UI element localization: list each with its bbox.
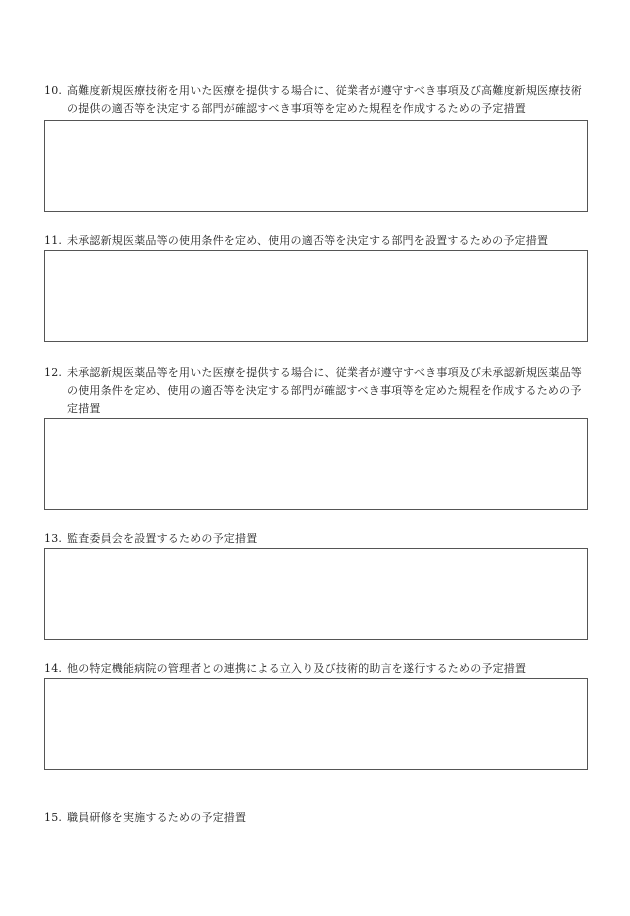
item-11 [44,232,590,250]
answer-box-12[interactable] [44,418,588,510]
item-14-heading [44,660,590,678]
item-15-heading [44,809,590,827]
item-question: 職員研修を実施するための予定措置 [67,811,247,824]
answer-box-14[interactable] [44,678,588,770]
item-13 [44,530,590,548]
item-11-heading [44,232,590,250]
item-question: 高難度新規医療技術を用いた医療を提供する場合に、従業者が遵守すべき事項及び高難度新規医療技術の提供の適否等を決定する部門が確認すべき事項等を定めた規程を作成するための予定措置 [67,84,582,115]
item-number: 15. [44,811,63,824]
item-13-heading [44,530,590,548]
item-number: 14. [44,662,63,675]
item-10-heading [44,82,590,118]
item-question: 他の特定機能病院の管理者との連携による立入り及び技術的助言を遂行するための予定措置 [67,662,527,675]
item-number: 10. [44,84,63,97]
answer-box-11[interactable] [44,250,588,342]
item-14 [44,660,590,678]
item-12 [44,364,590,418]
item-15 [44,809,590,827]
item-question: 未承認新規医薬品等の使用条件を定め、使用の適否等を決定する部門を設置するための予定措置 [67,234,549,247]
item-question: 未承認新規医薬品等を用いた医療を提供する場合に、従業者が遵守すべき事項及び未承認新規医薬品等の使用条件を定め、使用の適否等を決定する部門が確認すべき事項等を定めた規程を作成するための予定措置 [67,366,582,415]
item-10 [44,82,590,118]
answer-box-13[interactable] [44,548,588,640]
item-number: 12. [44,366,63,379]
answer-box-10[interactable] [44,120,588,212]
item-number: 13. [44,532,63,545]
item-12-heading [44,364,590,418]
item-number: 11. [44,234,63,247]
item-question: 監査委員会を設置するための予定措置 [67,532,258,545]
